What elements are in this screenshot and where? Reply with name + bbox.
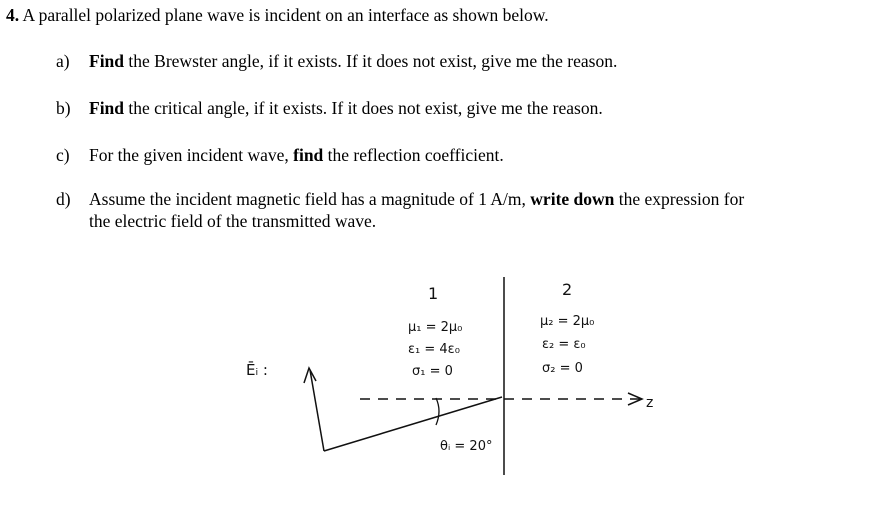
part-text xyxy=(89,97,854,119)
incident-field-label: Ēᵢ : xyxy=(246,361,268,379)
part-label: d) xyxy=(56,189,71,209)
part-rest: the expression for xyxy=(614,189,745,209)
emphasis: find xyxy=(293,145,324,165)
region2-eps: ε₂ = ε₀ xyxy=(542,337,586,352)
question-number: 4. xyxy=(6,5,20,25)
interface-diagram xyxy=(240,255,670,485)
region2-sigma: σ₂ = 0 xyxy=(542,361,583,376)
part-pre: Assume the incident magnetic field has a magnitude of 1 A/m, xyxy=(89,189,531,209)
emphasis: Find xyxy=(89,98,125,118)
part-pre: For the given incident wave, xyxy=(89,145,294,165)
part-rest: the Brewster angle, if it exists. If it does not exist, give me the reason. xyxy=(124,51,618,71)
angle-arc xyxy=(436,398,439,425)
part-text xyxy=(89,144,854,166)
e-field-arrowhead-icon xyxy=(304,368,316,383)
question-title xyxy=(6,5,549,26)
z-axis-label: z xyxy=(646,395,654,411)
part-label: b) xyxy=(56,98,71,118)
region2-mu: μ₂ = 2μ₀ xyxy=(540,314,595,329)
part-line2: the electric field of the transmitted wave. xyxy=(89,211,377,231)
part-label: a) xyxy=(56,51,70,71)
part-rest: the critical angle, if it exists. If it does not exist, give me the reason. xyxy=(124,98,603,118)
region1-label: 1 xyxy=(428,284,439,303)
part-text xyxy=(89,50,854,72)
part-text xyxy=(89,188,854,232)
region1-eps: ε₁ = 4ε₀ xyxy=(408,342,460,357)
emphasis: Find xyxy=(89,51,125,71)
region1-mu: μ₁ = 2μ₀ xyxy=(408,320,463,335)
part-label: c) xyxy=(56,145,70,165)
incidence-angle-label: θᵢ = 20° xyxy=(440,439,493,454)
e-field-vector xyxy=(310,370,324,451)
emphasis: write down xyxy=(530,189,615,209)
question-text: A parallel polarized plane wave is incident on an interface as shown below. xyxy=(19,5,549,25)
region1-sigma: σ₁ = 0 xyxy=(412,364,453,379)
part-rest: the reflection coefficient. xyxy=(323,145,504,165)
region2-label: 2 xyxy=(562,280,573,299)
